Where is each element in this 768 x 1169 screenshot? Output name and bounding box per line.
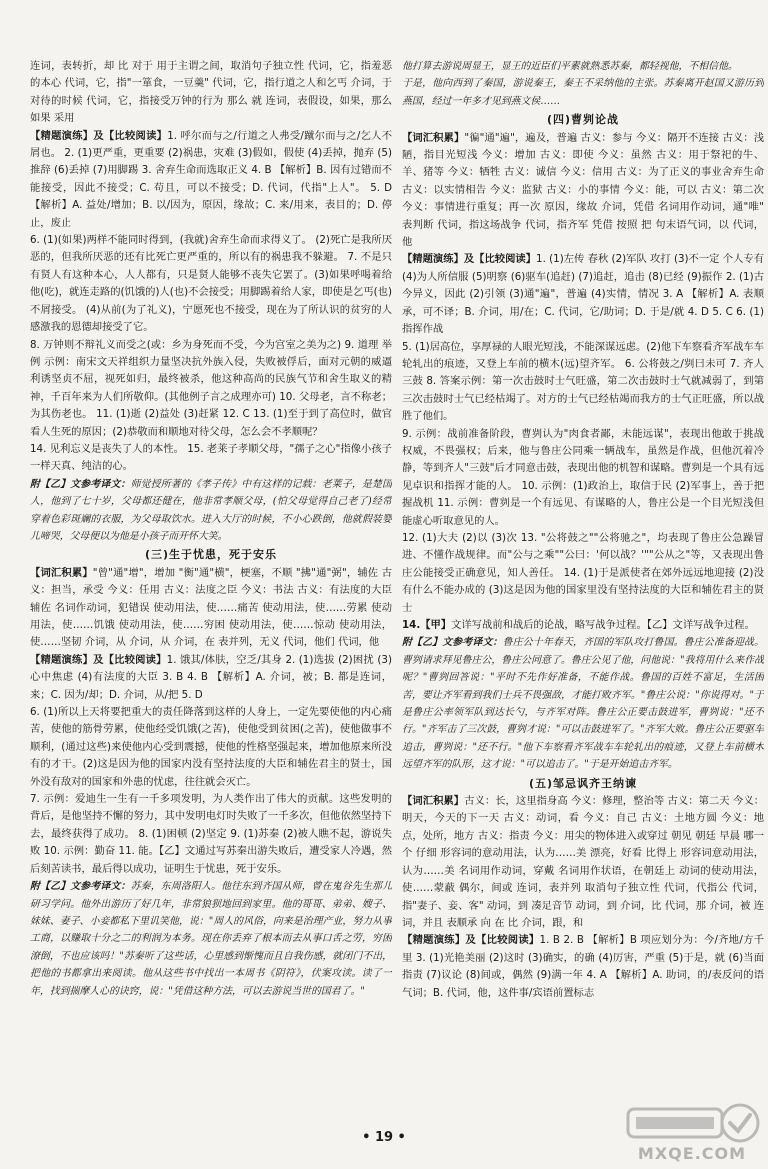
section-title: (四)曹刿论战 bbox=[546, 113, 620, 127]
paragraph-text: 古义：长，这里指身高 今义：修理，整治等 古义：第二天 今义：明天，今天的下一天 古义：动词，看 今义：自己 古义：土地方圆 今义：地点，处所，地方 古义：指责 今义：用尖的物体进入或穿过 朝见 朝廷 早晨 哪一个 仔细 形容词的意动用法，认为……美 漂亮，好看 比得上 形容词意动用法，认为……美 名词用作动词，穿戴 名词用作状语，在朝廷上 动词的使动用法，使……蒙蔽 偶尔，间或 连词，表并列 取消句子独立性 代词，代指公 代词，指"妻子、妾、客" 动词，到 凑足音节 动词，到 介词，比 代词，那 介词，被 连词，并且 表顺承 向 在 比 介词，跟，和 bbox=[402, 795, 764, 929]
answer-paragraph bbox=[30, 791, 392, 878]
paragraph-text: 7. 示例：爱迪生一生有一千多项发明，为人类作出了伟大的贡献。这些发明的背后，是他坚持不懈的努力，其中发明电灯时失败了一千多次，但他依然坚持下去，最终获得了成功。 8. (1)困顿 (2)坚定 9. (1)苏秦 (2)被人瞧不起，游说失败 10. 示例：勤奋 11. 能。【乙】文通过写苏秦出游失败后，遭受家人冷遇，然后刻苦读书，最后得以成功，证明生于忧患，死于安乐。 bbox=[30, 793, 392, 875]
answer-paragraph bbox=[30, 128, 392, 232]
section-tag: 【词汇积累】 bbox=[402, 131, 465, 144]
answer-paragraph bbox=[402, 251, 764, 338]
left-column bbox=[30, 58, 392, 1128]
paragraph-text: 6. (1)(如果)两样不能同时得到，(我就)舍弃生命而求得义了。 (2)死亡是我所厌恶的，但我所厌恶的还有比死亡更严重的，所以有的祸患我不躲避。 7. 不是只有贤人有这种本心，人人都有，只是贤人能够不丧失它罢了。(3)如果呼喝着给他(吃)，就连走路的(饥饿的)人(也)不会接受；用脚踢着给人家，即使是乞丐(也)不屑接受。 (4)从前(为了礼义)，宁愿死也不接受，现在为了所认识的贫穷的人感激我的恩德却接受了它。 bbox=[30, 234, 392, 334]
paragraph-text: 他打算去游说周显王，显王的近臣们平素就熟悉苏秦，都轻视他，不相信他。 bbox=[402, 61, 738, 72]
watermark-icon bbox=[622, 1101, 762, 1145]
section-tag: 【精题演练】及【比较阅读】 bbox=[402, 934, 540, 947]
paragraph-text: 鲁庄公十年春天，齐国的军队攻打鲁国。鲁庄公准备迎战。曹刿请求拜见鲁庄公，鲁庄公同意了。鲁庄公见了他，问他说："我将用什么来作战呢？"曹刿回答说："平时不先作好准备，不能作战。鲁国的百姓不富足，生活困苦，要让齐军看到我们士兵不畏强敌，才能打败齐军。"鲁庄公说："你说得对。"于是鲁庄公率领军队到达长勺，与齐军对阵。鲁庄公正要击鼓进军，曹刿说："还不行。"齐军击了三次鼓，曹刿才说："可以击鼓进军了。"齐军大败。鲁庄公正要驱车追击，曹刿说："还不行。"他下车察看齐军战车车轮轧出的痕迹，又登上车前横木远望齐军的队形，这才说："可以追击了。"于是开始追击齐军。 bbox=[402, 637, 764, 771]
paragraph-text: "曾"通"增"，增加 "衡"通"横"，梗塞，不顺 "拂"通"弼"，辅佐 古义：担当，承受 今义：任用 古义：法度之臣 今义：书法 古义：有法度的大臣 辅佐 名词作动词，犯错误 使动用法，使……痛苦 使动用法，使……劳累 使动用法，使……饥饿 使动用法，使……穷困 使动用法，使……惊动 使动用法，使……坚韧 介词，从 介词，从 介词，在 表并列，无义 代词，他们 代词，他 bbox=[30, 566, 392, 649]
answer-paragraph bbox=[402, 932, 764, 1002]
watermark-text: MXQE.COM bbox=[637, 1144, 747, 1163]
paragraph-text: 5. (1)居高位，享厚禄的人眼光短浅，不能深谋远虑。(2)他下车察看齐军战车车轮轧出的痕迹，又登上车前的横木(远)望齐军。 6. 公将鼓之/刿曰未可 7. 齐人三鼓 8. 答案示例：第一次击鼓时士气旺盛，第二次击鼓时士气就减弱了，到第三次击鼓时士气已经枯竭了。对方的士气已经枯竭而我方的士气正旺盛，所以战胜了他们。 bbox=[402, 340, 764, 423]
section-tag: 14.【甲】 bbox=[402, 619, 452, 631]
section-tag: 【精题演练】及【比较阅读】 bbox=[30, 653, 167, 666]
paragraph-text: 12. (1)大夫 (2)以 (3)次 13. "公将鼓之""公将驰之"，均表现了鲁庄公急躁冒进、不懂作战规律。而"公与之乘""公曰：'何以战？'""公从之"等，又表现出鲁庄公能接受正确意见，知人善任。 14. (1)于是派使者在郊外远远地迎接 (2)没有什么不能办成的 (3)这是因为他的国家里没有坚持法度的大臣和辅佐君主的贤士 bbox=[402, 531, 764, 614]
section-tag: 【精题演练】及【比较阅读】 bbox=[30, 129, 168, 142]
paragraph-text: 文详写战前和战后的论战，略写战争过程。【乙】文详写战争过程。 bbox=[451, 619, 755, 631]
paragraph-text: 于是，他向西到了秦国，游说秦王，秦王不采纳他的主张。苏秦离开赵国又游历到燕国，经过一年多才见到燕文侯…… bbox=[402, 78, 764, 107]
section-title: (三)生于忧患，死于安乐 bbox=[144, 548, 278, 562]
section-tag: 【词汇积累】 bbox=[30, 566, 93, 579]
section-tag: 附【乙】文参考译文： bbox=[30, 478, 131, 490]
section-tag: 【精题演练】及【比较阅读】 bbox=[402, 253, 537, 266]
translation-paragraph bbox=[402, 75, 764, 110]
answer-paragraph bbox=[30, 58, 392, 128]
paragraph-text: 1. B 2. B 【解析】B 项应划分为：今/齐地/方千里 3. (1)光艳美丽 (2)这时 (3)确实，的确 (4)厉害，严重 (5)于是，就 (6)当面指责 (7)议论 (8)间或，偶然 (9)满一年 4. A 【解析】A. 助词，的/表反问的语气词；B. 代词，他，这件事/宾语前置标志 bbox=[402, 934, 764, 999]
translation-paragraph bbox=[402, 58, 764, 75]
section-tag: 【词汇积累】 bbox=[402, 795, 465, 808]
paragraph-text: 9. 示例：战前准备阶段，曹刿认为"肉食者鄙，未能远谋"，表现出他敢于挑战权威，不畏强权；后来，他与鲁庄公同乘一辆战车，虽然是作战，但他沉着冷静，等到齐人"三鼓"后才同意击鼓，表现出他的机智和谋略。曹刿是一个具有远见卓识和指挥才能的人。 10. 示例：(1)政治上，取信于民 (2)军事上，善于把握战机 11. 示例：曹刿是一个有远见、有谋略的人，鲁庄公是一个目光短浅但能虚心听取意见的人。 bbox=[402, 427, 764, 527]
paragraph-text: 1. 呼尔而与之/行道之人弗受/蹴尔而与之/乞人不屑也。 2. (1)更严重，更重要 (2)祸患，灾难 (3)假如，假使 (4)丢掉，抛弃 (5)推辞 (6)丢掉 (7)用脚踢 3. 舍弃生命而选取正义 4. B 【解析】B. 因有过错而不能接受，因此不接受；C. 苟且，可以不接受；D. 代词，代指"上人"。 5. D 【解析】A. 益处/增加；B. 以/因为，原因，缘故；C. 来/用来，表目的；D. 停止，废止 bbox=[30, 129, 392, 229]
answer-paragraph bbox=[402, 793, 764, 932]
section-tag: 附【乙】文参考译文： bbox=[30, 881, 131, 893]
answer-paragraph bbox=[402, 339, 764, 426]
paragraph-text: 1. 饿其/体肤，空乏/其身 2. (1)选拔 (2)困扰 (3)心中焦虑 (4)有法度的大臣 3. B 4. B 【解析】A. 介词，被；B. 都是连词，来；C. 因为/却；D. 介词，从/把 5. D bbox=[30, 653, 392, 701]
paragraph-text: 6. (1)所以上天将要把重大的责任降落到这样的人身上，一定先要使他的内心痛苦，使他的筋骨劳累，使他经受饥饿(之苦)，使他受到贫困(之苦)，使他做事不顺利，(通过这些)来使他内心受到震撼，使他的性格坚强起来，增加他原来所没有的才干。(2)这是因为他的国家内没有坚持法度的大臣和辅佐君主的贤士，国外没有敌对的国家和外患的忧虑，往往就会灭亡。 bbox=[30, 706, 392, 788]
paragraph-text: 苏秦，东周洛阳人。他往东到齐国从师，曾在鬼谷先生那儿研习学问。他外出游历了好几年，非常狼狈地回到家里。他的哥哥、弟弟、嫂子、妹妹、妻子、小妾都私下里讥笑他，说："周人的风俗，向来是治理产业，努力从事工商，以赚取十分之二的利润为本务。现在你丢弃了根本而去从事口舌之劳，穷困潦倒，不也应该吗！"苏秦听了这些话，心里感到惭愧而且自我伤感，就闭门不出，把他的书都拿出来阅读。他从这些书中找出一本周书《阴符》，伏案攻读。读了一年，找到揣摩人心的诀窍，说："凭借这种方法，可以去游说当世的国君了。" bbox=[30, 881, 392, 997]
answer-paragraph bbox=[30, 704, 392, 791]
answer-paragraph bbox=[402, 426, 764, 530]
answer-paragraph bbox=[402, 617, 764, 634]
paragraph-text: 1. (1)左传 春秋 (2)军队 攻打 (3)不一定 个人专有 (4)为人所信服 (5)明察 (6)驱车(追赶) (7)追赶，追击 (8)已经 (9)振作 2. (1)古今异义，因此 (2)引领 (3)通"遍"，普遍 (4)实情，情况 3. A 【解析】A. 表顺承，可不译；B. 介词，用/在；C. 代词，它/助词；D. 于是/就 4. D 5. C 6. (1)指挥作战 bbox=[402, 253, 764, 336]
translation-paragraph bbox=[30, 878, 392, 1000]
paragraph-text: 8. 万钟则不辩礼义而受之(或：乡为身死而不受，今为宫室之美为之) 9. 道理 举例 示例：南宋文天祥组织力量坚决抗外族入侵，失败被俘后，面对元朝的威逼利诱坚贞不屈，视死如归，最终被杀，他这种高尚的民族气节和舍生取义的精神，千百年来为人们所敬仰。(其他例子言之成理亦可) 10. 父母老，言不称老；为其伤老也。 11. (1)逝 (2)益处 (3)赶紧 12. C 13. (1)至于到了高位时，做官看人生死的原因；(2)恭敬而和顺地对待父母，怎么会不孝顺呢？ bbox=[30, 338, 392, 438]
page-number: • 19 • bbox=[362, 1130, 406, 1145]
paragraph-text: 连词，表转折，却 比 对于 用于主谓之间，取消句子独立性 代词，它，指羞恶的本心 代词，它，指"一箪食，一豆羹" 代词，它，指行道之人和乞丐 介词，于对待的时候 代词，它，指接受万钟的行为 那么 就 连词，表假设，如果，那么 如果 采用 bbox=[30, 60, 392, 125]
answer-paragraph bbox=[30, 565, 392, 652]
watermark-logo bbox=[622, 1101, 762, 1163]
right-column bbox=[402, 58, 764, 1128]
answer-paragraph bbox=[30, 652, 392, 704]
answer-paragraph bbox=[30, 441, 392, 476]
answer-paragraph bbox=[30, 337, 392, 441]
answer-paragraph bbox=[402, 130, 764, 252]
translation-paragraph bbox=[30, 476, 392, 546]
paragraph-text: "徧"通"遍"，遍及，普遍 古义：参与 今义：隔开不连接 古义：浅陋，指目光短浅 今义：增加 古义：即使 今义：虽然 古义：用于祭祀的牛、羊、猪等 今义：牺牲 古义：诚信 今义：信用 古义：为了正义的事业舍弃生命 古义：以实情相告 今义：监狱 古义：小的事情 今义：能，可以 古义：第二次 今义：事情进行重复；再一次 原因，缘故 介词，凭借 名词用作动词，通"唯" 表判断 代词，指这场战争 代词，指齐军 凭借 按照 把 句末语气词，以 代词，他 bbox=[402, 131, 764, 249]
section-title: (五)邹忌讽齐王纳谏 bbox=[528, 776, 638, 790]
paragraph-text: 师觉授所著的《孝子传》中有这样的记载：老莱子，是楚国人，他到了七十岁，父母都还健在，他非常孝顺父母，(怕父母觉得自己老了)经常穿着色彩斑斓的衣服，为父母取饮水。进入大厅的时候，不小心跌倒，他就假装婴儿啼哭，父母便以为他是小孩子而开怀大笑。 bbox=[30, 478, 392, 542]
answer-paragraph bbox=[30, 232, 392, 336]
paragraph-text: 14. 见利忘义是丧失了人的本性。 15. 老莱子孝顺父母，"孺子之心"指像小孩子一样天真、纯洁的心。 bbox=[30, 442, 392, 473]
section-tag: 附【乙】文参考译文： bbox=[402, 637, 503, 649]
answer-paragraph bbox=[402, 530, 764, 617]
translation-paragraph bbox=[402, 634, 764, 773]
